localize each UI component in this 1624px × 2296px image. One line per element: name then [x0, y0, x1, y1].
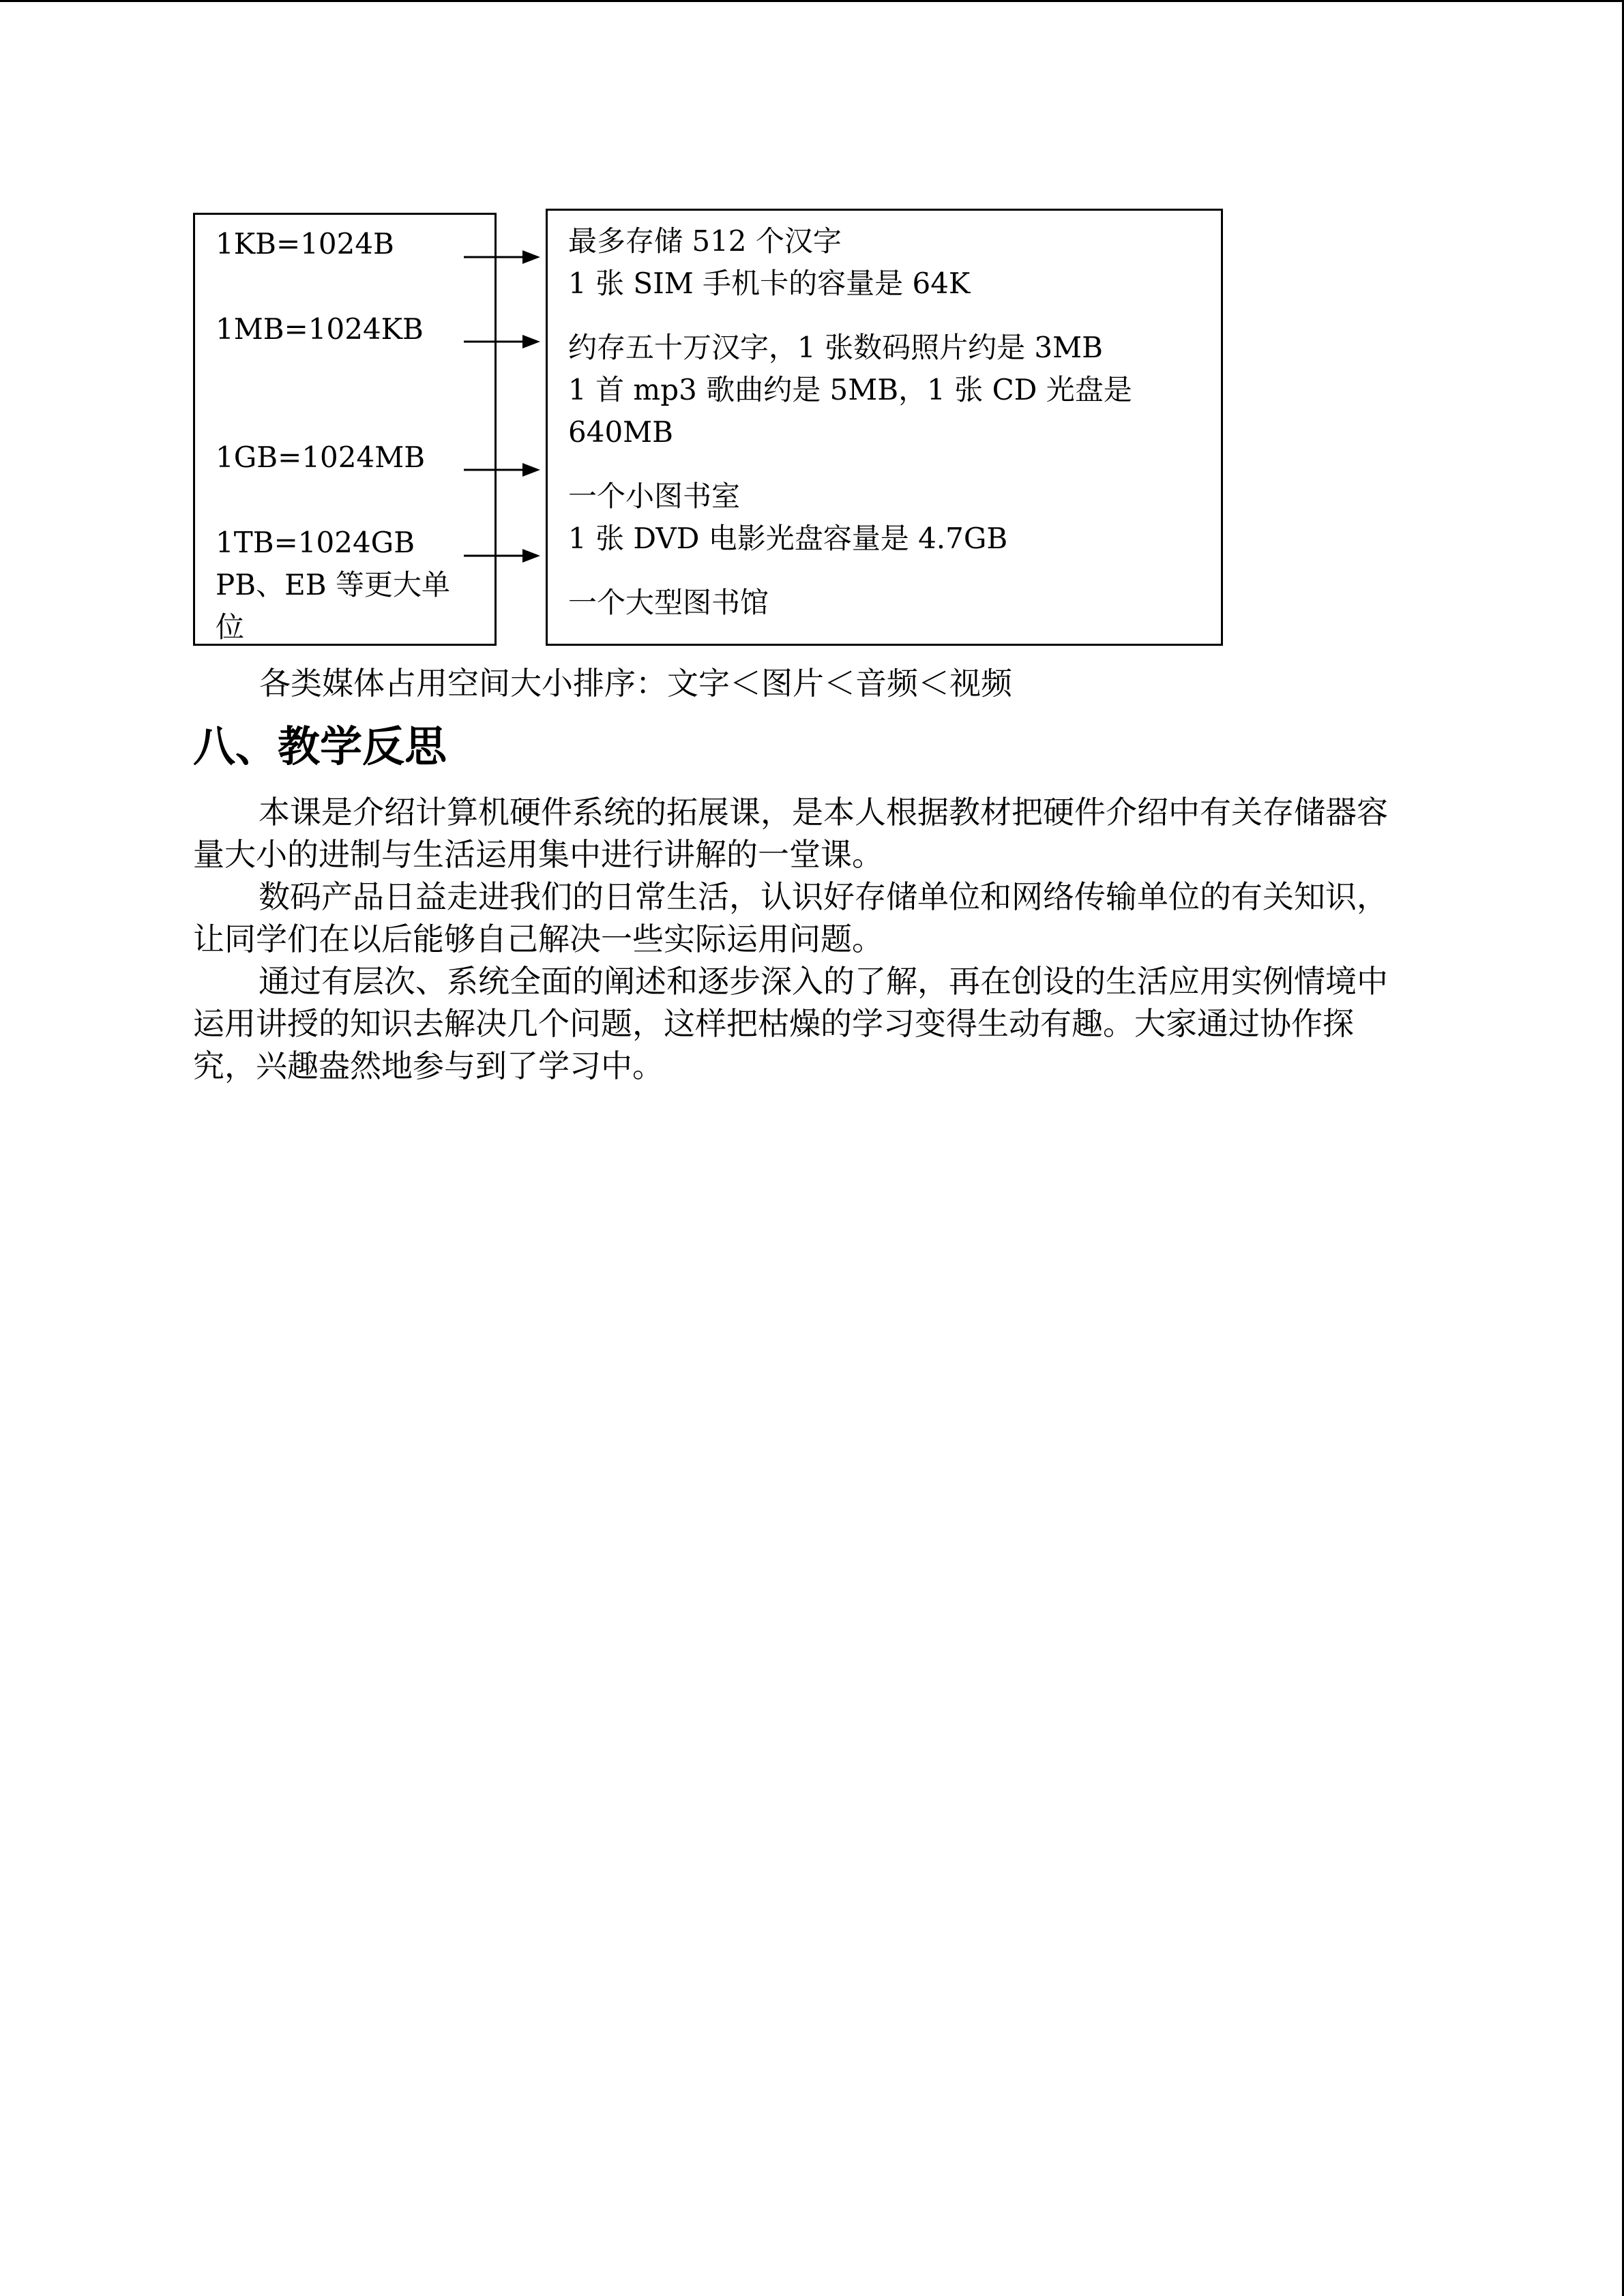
unit-larger: PB、EB 等更大单 [216, 568, 450, 601]
unit-mb: 1MB=1024KB [216, 312, 424, 346]
arrow-kb [464, 247, 540, 267]
unit-gb: 1GB=1024MB [216, 441, 426, 474]
paragraph-2: 数码产品日益走进我们的日常生活，认识好存储单位和网络传输单位的有关知识，让同学们在以后能够自己解决一些实际运用问题。 [193, 878, 1388, 957]
arrow-mb [464, 331, 540, 352]
example-mb-2: 1 首 mp3 歌曲约是 5MB，1 张 CD 光盘是 [568, 373, 1132, 406]
paragraph-1: 本课是介绍计算机硬件系统的拓展课，是本人根据教材把硬件介绍中有关存储器容量大小的进制与生活运用集中进行讲解的一堂课。 [193, 794, 1388, 873]
section-heading: 八、教学反思 [193, 721, 447, 771]
examples-box [546, 209, 1223, 646]
example-gb-1: 一个小图书室 [568, 479, 741, 513]
unit-kb: 1KB=1024B [216, 227, 394, 260]
paragraph-3: 通过有层次、系统全面的阐述和逐步深入的了解，再在创设的生活应用实例情境中运用讲授的知识去解决几个问题，这样把枯燥的学习变得生动有趣。大家通过协作探究，兴趣盎然地参与到了学习中。 [193, 963, 1388, 1084]
example-tb-1: 一个大型图书馆 [568, 586, 769, 619]
example-mb-3: 640MB [568, 415, 674, 449]
media-size-caption: 各类媒体占用空间大小排序：文字＜图片＜音频＜视频 [259, 665, 1012, 702]
example-mb-1: 约存五十万汉字，1 张数码照片约是 3MB [568, 331, 1104, 364]
arrow-tb [464, 546, 540, 566]
page-top-border [0, 0, 1624, 2]
example-kb-1: 最多存储 512 个汉字 [568, 224, 842, 258]
unit-larger-cont: 位 [216, 610, 245, 644]
example-kb-2: 1 张 SIM 手机卡的容量是 64K [568, 267, 971, 300]
arrow-gb [464, 460, 540, 480]
unit-tb: 1TB=1024GB [216, 526, 415, 559]
units-box [193, 213, 497, 646]
example-gb-2: 1 张 DVD 电影光盘容量是 4.7GB [568, 522, 1008, 555]
